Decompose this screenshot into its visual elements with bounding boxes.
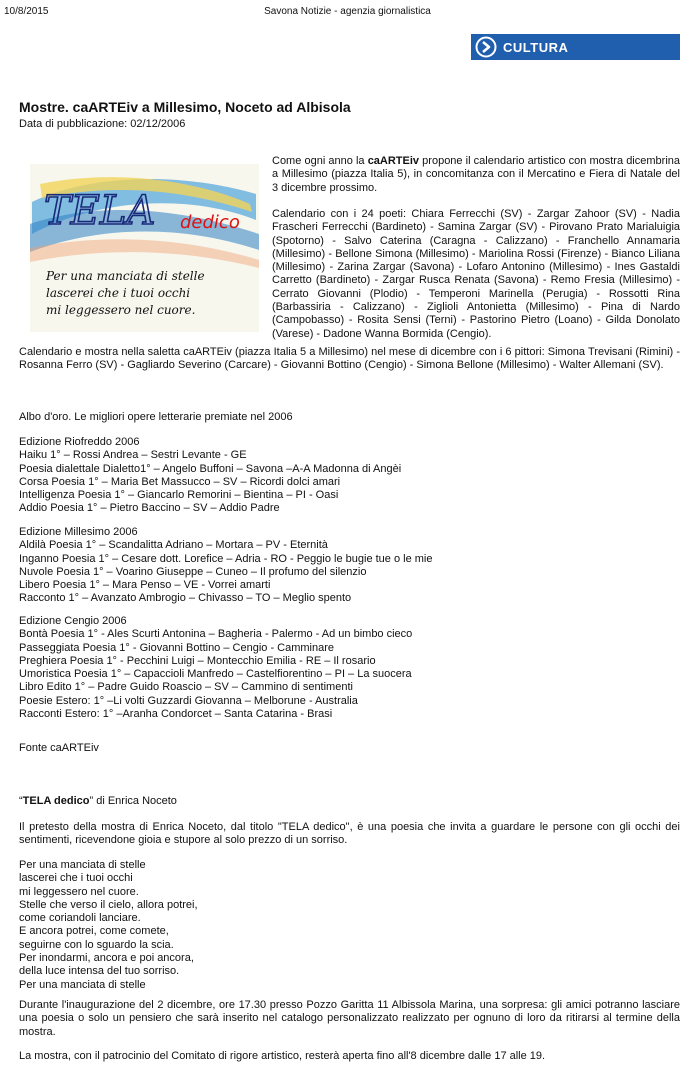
poem-line: lascerei che i tuoi occhi (19, 872, 133, 885)
arrow-right-circle-icon (475, 36, 497, 58)
poem-line: Per inondarmi, ancora e poi ancora, (19, 952, 194, 965)
riofreddo-list (19, 436, 680, 516)
list-heading: Edizione Riofreddo 2006 (19, 436, 140, 448)
publication-date: Data di pubblicazione: 02/12/2006 (19, 118, 186, 130)
list-heading: Edizione Millesimo 2006 (19, 526, 138, 538)
list-item: Libro Edito 1° – Padre Guido Roascio – SV – Cammino di sentimenti (19, 681, 353, 694)
list-item: Addio Poesia 1° – Pietro Baccino – SV – Addio Padre (19, 502, 280, 515)
poem-line: mi leggessero nel cuore. (19, 885, 139, 898)
painters-paragraph: Calendario e mostra nella saletta caARTEiv (piazza Italia 5 a Millesimo) nel mese di dicembre con i 6 pittori: Simona Trevisani (Rimini) - Rosanna Ferro (SV) - Gagliardo Severino (Carcare) - Giovanni Bottino (Cengio) - Simona Bellone (Millesimo) - Walter Allemani (SV). (19, 346, 680, 372)
image-subtitle: dedico (180, 212, 240, 233)
poem-line: Per una manciata di stelle (19, 978, 146, 991)
image-poem: Per una manciata di stelle lascerei che i tuoi occhi mi leggessero nel cuore. (46, 269, 205, 317)
article-image (30, 164, 259, 332)
list-item: Haiku 1° – Rossi Andrea – Sestri Levante - GE (19, 449, 247, 462)
pretesto-paragraph: Il pretesto della mostra di Enrica Noceto, dal titolo "TELA dedico", è una poesia che invita a guardare le persone con gli occhi dei sentimenti, ricevendone gioia e stupore al solo prezzo di un sorriso. (19, 821, 680, 847)
poem-line: Per una manciata di stelle (19, 859, 146, 871)
list-item: Racconto 1° – Avanzato Ambrogio – Chivasso – TO – Meglio spento (19, 592, 352, 605)
poem-line: E ancora potrei, come comete, (19, 925, 169, 938)
albo-heading: Albo d'oro. Le migliori opere letterarie premiate nel 2006 (19, 411, 293, 423)
poem-line: Stelle che verso il cielo, allora potrei, (19, 898, 198, 911)
list-item: Racconti Estero: 1° –Aranha Condorcet – Santa Catarina - Brasi (19, 708, 333, 721)
poem-line: della luce intensa del tuo sorriso. (19, 965, 180, 978)
list-item: Passeggiata Poesia 1° - Giovanni Bottino – Cengio - Camminare (19, 641, 335, 654)
list-heading: Edizione Cengio 2006 (19, 615, 127, 627)
cengio-list (19, 615, 680, 721)
millesimo-list (19, 526, 680, 606)
patrocinio-paragraph: La mostra, con il patrocinio del Comitato di rigore artistico, resterà aperta fino all'8 dicembre dalle 17 alle 19. (19, 1050, 546, 1062)
list-item: Bontà Poesia 1° - Ales Scurti Antonina – Bagheria - Palermo - Ad un bimbo cieco (19, 628, 413, 641)
list-item: Poesie Estero: 1° –Li volti Guzzardi Giovanna – Melborune - Australia (19, 694, 358, 707)
poem (19, 859, 680, 992)
list-item: Intelligenza Poesia 1° – Giancarlo Remorini – Bientina – PI - Oasi (19, 489, 339, 502)
article-title: Mostre. caARTEiv a Millesimo, Noceto ad Albisola (19, 99, 351, 115)
intro-paragraph: Come ogni anno la caARTEiv propone il calendario artistico con mostra dicembrina a Millesimo (piazza Italia 5), in concomitanza con il Mercatino e Fiera di Natale del 3 dicembre prossimo. (272, 155, 680, 194)
list-item: Umoristica Poesia 1° – Capaccioli Manfredo – Castelfiorentino – PI – La suocera (19, 668, 412, 681)
source-credit: Fonte caARTEiv (19, 742, 99, 754)
site-title: Savona Notizie - agenzia giornalistica (264, 6, 431, 17)
list-item: Poesia dialettale Dialetto1° – Angelo Buffoni – Savona –A-A Madonna di Angèi (19, 462, 402, 475)
section-badge[interactable] (471, 34, 680, 60)
section-label: CULTURA (503, 39, 569, 55)
list-item: Libero Poesia 1° – Mara Penso – VE - Vorrei amarti (19, 579, 271, 592)
poem-line: seguirne con lo sguardo la scia. (19, 938, 174, 951)
list-item: Nuvole Poesia 1° – Voarino Giuseppe – Cuneo – Il profumo del silenzio (19, 565, 367, 578)
calendar-paragraph: Calendario con i 24 poeti: Chiara Ferrecchi (SV) - Zargar Zahoor (SV) - Nadia Frascheri Ferrecchi (Bardineto) - Samina Zargar (SV) - Pirovano Prato Marialuigia (Spotorno) - Salvo Caterina (Caragna - Calizzano) - Franchello Annamaria (Millesimo) - Bellone Simona (Millesimo) - Mariolina Rossi (Firenze) - Bianco Liliana (Millesimo) - Zarina Zargar (Savona) - Lofaro Antonino (Millesimo) - Ines Gastaldi Carretto (Bardineto) - Zargar Rusca Renata (Savona) - Remo Fresia (Millesimo) - Cerrato Giovanni (Plodio) - Temperoni Marinella (Perugia) - Rossotti Rina (Barbassiria - Calizzano) - Ziglioli Antonietta (Millesimo) - Pina di Nardo (Campobasso) - Rosita Sensi (Terni) - Pastorino Pietro (Loano) - Gilda Donolato (Varese) - Dadone Wanna Bormida (Cengio). (272, 208, 680, 340)
list-item: Inganno Poesia 1° – Cesare dott. Lorefice – Adria - RO - Peggio le bugie tue o le mie (19, 552, 433, 565)
inaugurazione-paragraph: Durante l'inaugurazione del 2 dicembre, ore 17.30 presso Pozzo Garitta 11 Albissola Marina, una sorpresa: gli amici potranno lasciare una poesia o solo un pensiero che sarà inserito nel catalogo personalizzato realizzato per ognuno di loro da ritirarsi al termine della mostra. (19, 999, 680, 1038)
image-title: TELA (44, 188, 156, 234)
list-item: Aldilà Poesia 1° – Scandalitta Adriano – Mortara – PV - Eternità (19, 539, 328, 552)
list-item: Corsa Poesia 1° – Maria Bet Massucco – SV – Ricordi dolci amari (19, 475, 341, 488)
brand-name: caARTEiv (367, 155, 420, 167)
print-date: 10/8/2015 (4, 6, 49, 17)
tela-heading: “TELA dedico” di Enrica Noceto (19, 795, 177, 807)
list-item: Preghiera Poesia 1° - Pecchini Luigi – Montecchio Emilia - RE – Il rosario (19, 654, 376, 667)
poem-line: come coriandoli lanciare. (19, 912, 141, 925)
